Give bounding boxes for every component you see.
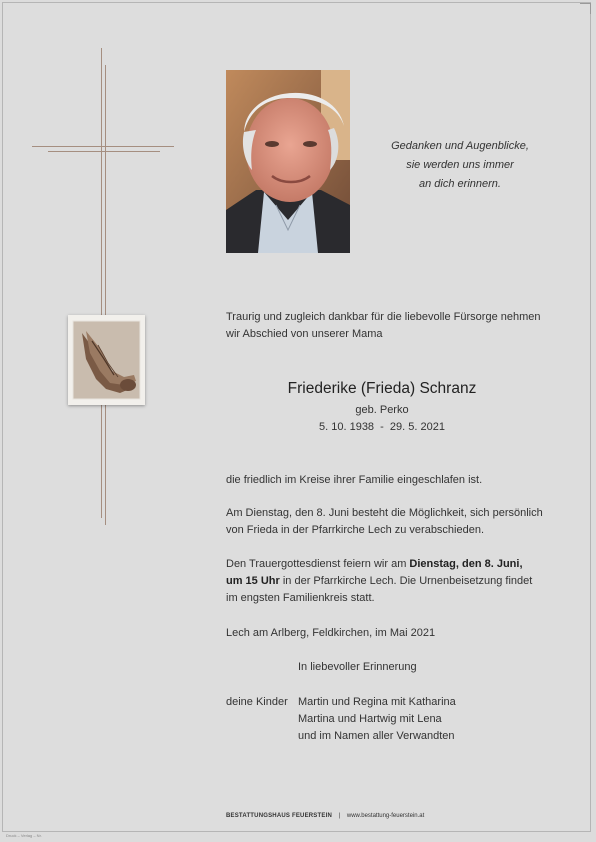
service-time: um 15 Uhr	[226, 575, 280, 587]
maiden-name: geb. Perko	[355, 404, 409, 416]
portrait-photo	[226, 70, 350, 253]
quote-line: Gedanken und Augenblicke,	[391, 140, 529, 152]
quote-line: an dich erinnern.	[419, 178, 501, 190]
service-intro: Den Trauergottesdienst feiern wir am	[226, 558, 410, 570]
service-line-2	[226, 575, 532, 587]
praying-hands-icon	[68, 315, 145, 405]
footer-separator: |	[338, 813, 341, 819]
intro-line-1: Traurig und zugleich dankbar für die liebevolle Fürsorge nehmen	[226, 311, 541, 323]
imprint-note: Druck – Verlag – Nr.	[6, 833, 42, 838]
memory-line: In liebevoller Erinnerung	[298, 661, 417, 673]
mourner-line: Martin und Regina mit Katharina	[298, 696, 456, 708]
mourners-label: deine Kinder	[226, 696, 288, 708]
footer-url[interactable]: www.bestattung-feuerstein.at	[346, 813, 425, 819]
viewing-line-1: Am Dienstag, den 8. Juni besteht die Möglichkeit, sich persönlich	[226, 507, 543, 519]
frame-corner-mark	[580, 3, 591, 14]
deceased-name: Friederike (Frieda) Schranz	[287, 380, 477, 397]
service-date: Dienstag, den 8. Juni,	[409, 558, 523, 570]
life-dates: 5. 10. 1938 - 29. 5. 2021	[319, 421, 445, 433]
service-line-3: im engsten Familienkreis statt.	[226, 592, 375, 604]
passing-statement: die friedlich im Kreise ihrer Familie eingeschlafen ist.	[226, 474, 483, 486]
mourner-line: und im Namen aller Verwandten	[298, 730, 455, 742]
intro-line-2: wir Abschied von unserer Mama	[226, 328, 383, 340]
viewing-line-2: von Frieda in der Pfarrkirche Lech zu verabschieden.	[226, 524, 485, 536]
footer	[226, 813, 424, 819]
service-location: in der Pfarrkirche Lech. Die Urnenbeisetzung findet	[279, 575, 533, 587]
footer-brand: BESTATTUNGSHAUS FEUERSTEIN	[226, 813, 332, 819]
quote-line: sie werden uns immer	[406, 159, 514, 171]
service-line-1	[226, 558, 523, 570]
place-date: Lech am Arlberg, Feldkirchen, im Mai 2021	[226, 627, 436, 639]
memorial-quote	[370, 137, 550, 194]
mourner-line: Martina und Hartwig mit Lena	[298, 713, 442, 725]
